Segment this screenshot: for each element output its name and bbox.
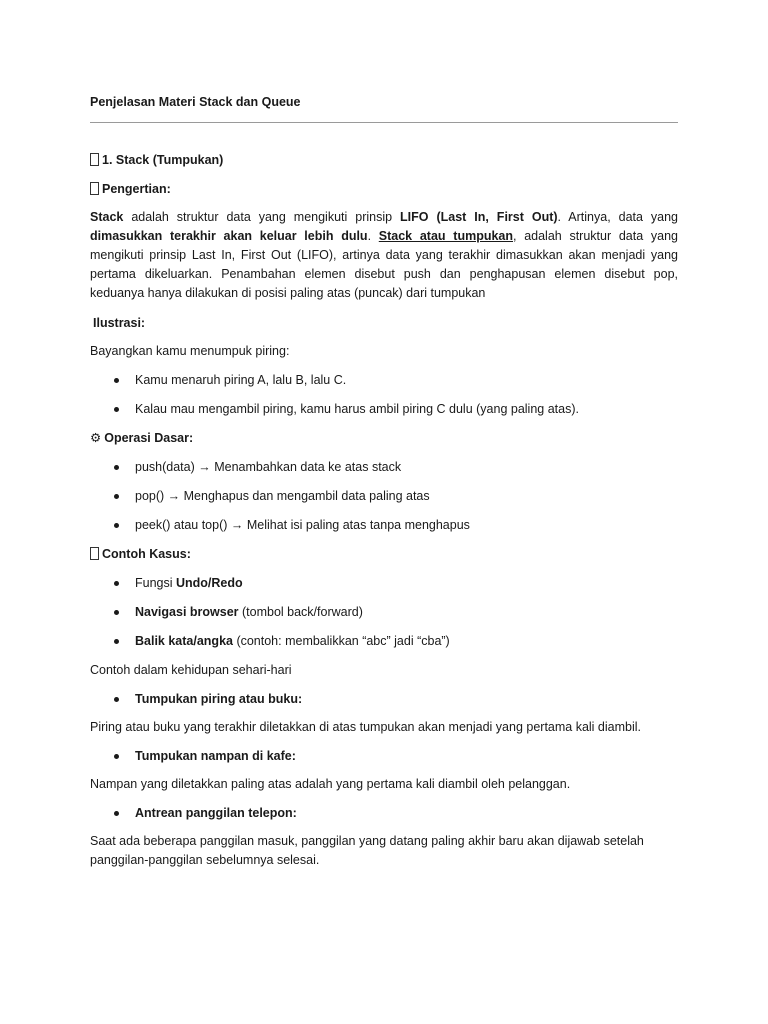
- section-heading-stack: [90, 150, 678, 170]
- def-stack-term: Stack: [90, 210, 124, 224]
- list-item: [90, 486, 678, 506]
- section-heading-text: 1. Stack (Tumpukan): [102, 153, 224, 167]
- bullet-icon: [114, 697, 119, 702]
- list-item: [90, 515, 678, 535]
- def-underlined-term: Stack atau tumpukan: [378, 229, 513, 243]
- list-item: [90, 631, 678, 651]
- kehidupan-desc: Nampan yang diletakkan paling atas adalah yang pertama kali diambil oleh pelanggan.: [90, 777, 571, 791]
- list-item-label: Antrean panggilan telepon:: [135, 806, 297, 820]
- bullet-icon: [114, 465, 119, 470]
- def-emphasis: dimasukkan terakhir akan keluar lebih dulu: [90, 229, 368, 243]
- bullet-icon: [114, 523, 119, 528]
- operasi-label: Operasi Dasar:: [104, 431, 194, 445]
- contoh-heading: [90, 544, 678, 564]
- missing-glyph-icon: [90, 182, 99, 195]
- list-item: [90, 803, 678, 823]
- list-item: [90, 573, 678, 593]
- pengertian-heading: [90, 179, 678, 199]
- title-divider: [90, 122, 678, 123]
- list-item-bold: Navigasi browser: [135, 605, 239, 619]
- list-item-text: (contoh: membalikkan “abc” jadi “cba”): [232, 634, 450, 648]
- operasi-heading: [90, 428, 678, 448]
- list-item-bold: Balik kata/angka: [135, 634, 233, 648]
- bullet-icon: [114, 378, 119, 383]
- kehidupan-list: [90, 746, 678, 766]
- bullet-icon: [114, 754, 119, 759]
- kehidupan-desc: Piring atau buku yang terakhir diletakkan di atas tumpukan akan menjadi yang pertama kali diambil.: [90, 720, 642, 734]
- pengertian-label: Pengertian:: [102, 182, 171, 196]
- list-item: [90, 370, 678, 390]
- gear-icon: ⚙: [90, 431, 102, 445]
- def-text-1: adalah struktur data yang mengikuti prinsip: [123, 210, 401, 224]
- list-item-label: Tumpukan piring atau buku:: [135, 692, 303, 706]
- kehidupan-list: [90, 803, 678, 823]
- operasi-list: [90, 457, 678, 535]
- missing-glyph-icon: [90, 547, 99, 560]
- bullet-icon: [114, 494, 119, 499]
- missing-glyph-icon: [90, 153, 99, 166]
- list-item-bold: Undo/Redo: [176, 576, 243, 590]
- ilustrasi-intro: Bayangkan kamu menumpuk piring:: [90, 344, 290, 358]
- bullet-icon: [114, 407, 119, 412]
- ilustrasi-heading: Ilustrasi:: [93, 316, 146, 330]
- contoh-list: [90, 573, 678, 651]
- list-item-text: peek() atau top() → Melihat isi paling atas tanpa menghapus: [135, 518, 470, 532]
- list-item: [90, 457, 678, 477]
- bullet-icon: [114, 610, 119, 615]
- document-title: Penjelasan Materi Stack dan Queue: [90, 95, 301, 109]
- list-item-text: Kalau mau mengambil piring, kamu harus ambil piring C dulu (yang paling atas).: [135, 402, 579, 416]
- bullet-icon: [114, 639, 119, 644]
- kehidupan-intro: Contoh dalam kehidupan sehari-hari: [90, 663, 292, 677]
- list-item-text: pop() → Menghapus dan mengambil data paling atas: [135, 489, 430, 503]
- list-item: [90, 399, 678, 419]
- list-item-text: Kamu menaruh piring A, lalu B, lalu C.: [135, 373, 347, 387]
- contoh-label: Contoh Kasus:: [102, 547, 191, 561]
- kehidupan-list: [90, 689, 678, 709]
- bullet-icon: [114, 581, 119, 586]
- definition-paragraph: [90, 208, 678, 303]
- bullet-icon: [114, 811, 119, 816]
- list-item-text: Fungsi: [135, 576, 176, 590]
- list-item: [90, 746, 678, 766]
- list-item-label: Tumpukan nampan di kafe:: [135, 749, 296, 763]
- list-item: [90, 602, 678, 622]
- kehidupan-desc: Saat ada beberapa panggilan masuk, panggilan yang datang paling akhir baru akan dijawab setelah panggilan-panggilan sebelumnya selesai.: [90, 834, 644, 867]
- list-item-text: (tombol back/forward): [238, 605, 363, 619]
- document-content: [90, 92, 678, 870]
- def-text-2: . Artinya, data yang: [557, 210, 679, 224]
- ilustrasi-list: [90, 370, 678, 419]
- def-text-3: .: [367, 229, 379, 243]
- def-text-4: , adalah struktur data yang mengikuti prinsip Last In, First Out (LIFO), artinya data yang terakhir dimasukkan akan menjadi yang pertama dikeluarkan. Penambahan elemen disebut push dan penghapusan elemen disebut pop, keduanya hanya dilakukan di posisi paling atas (puncak) dari tumpukan: [90, 229, 678, 300]
- def-lifo: LIFO (Last In, First Out): [400, 210, 558, 224]
- list-item: [90, 689, 678, 709]
- list-item-text: push(data) → Menambahkan data ke atas stack: [135, 460, 402, 474]
